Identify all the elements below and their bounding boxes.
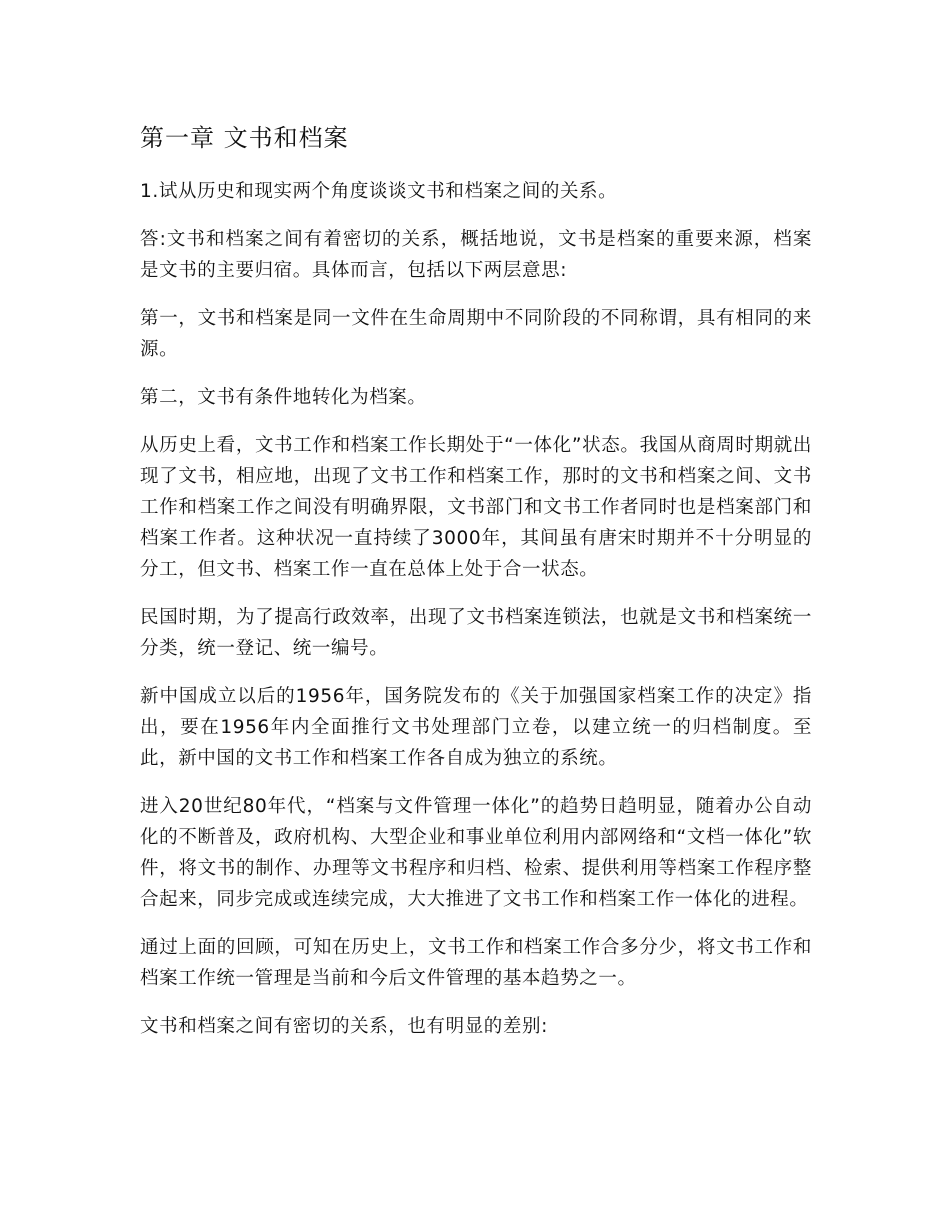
new-china-paragraph: 新中国成立以后的1956年，国务院发布的《关于加强国家档案工作的决定》指出，要在1956年内全面推行文书处理部门立卷，以建立统一的归档制度。至此，新中国的文书工作和档案工作各自成为独立的系统。 xyxy=(140,686,812,769)
question-text: 1.试从历史和现实两个角度谈谈文书和档案之间的关系。 xyxy=(140,181,618,202)
chapter-title: 第一章 文书和档案 xyxy=(140,124,349,152)
point-two-paragraph: 第二，文书有条件地转化为档案。 xyxy=(140,387,427,408)
differences-intro-paragraph: 文书和档案之间有密切的关系，也有明显的差别: xyxy=(140,1016,548,1037)
review-summary-paragraph: 通过上面的回顾，可知在历史上，文书工作和档案工作合多分少，将文书工作和档案工作统一管理是当前和今后文件管理的基本趋势之一。 xyxy=(140,937,812,989)
answer-intro-paragraph: 答:文书和档案之间有着密切的关系，概括地说，文书是档案的重要来源，档案是文书的主要归宿。具体而言，包括以下两层意思: xyxy=(140,229,812,281)
integration-trend-paragraph: 进入20世纪80年代，“档案与文件管理一体化”的趋势日趋明显，随着办公自动化的不断普及，政府机构、大型企业和事业单位利用内部网络和“文档一体化”软件，将文书的制作、办理等文书程序和归档、检索、提供利用等档案工作程序整合起来，同步完成或连续完成，大大推进了文书工作和档案工作一体化的进程。 xyxy=(140,796,812,910)
document-body xyxy=(140,120,812,1059)
point-one-paragraph: 第一，文书和档案是同一文件在生命周期中不同阶段的不同称谓，具有相同的来源。 xyxy=(140,308,812,360)
history-paragraph: 从历史上看，文书工作和档案工作长期处于“一体化”状态。我国从商周时期就出现了文书，相应地，出现了文书工作和档案工作，那时的文书和档案之间、文书工作和档案工作之间没有明确界限，文书部门和文书工作者同时也是档案部门和档案工作者。这种状况一直持续了3000年，其间虽有唐宋时期并不十分明显的分工，但文书、档案工作一直在总体上处于合一状态。 xyxy=(140,435,812,580)
republic-era-paragraph: 民国时期，为了提高行政效率，出现了文书档案连锁法，也就是文书和档案统一分类，统一登记、统一编号。 xyxy=(140,607,812,659)
